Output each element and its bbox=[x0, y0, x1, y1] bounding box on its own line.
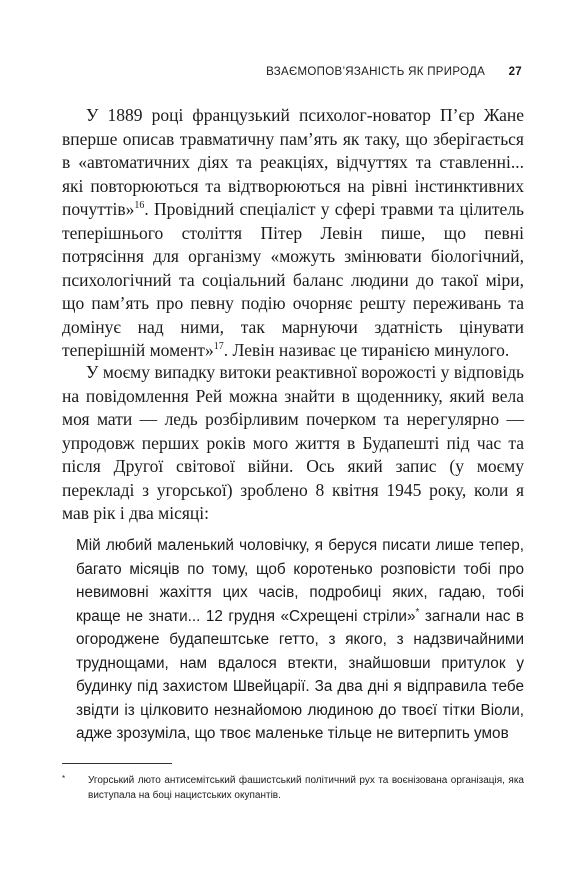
diary-quote bbox=[76, 534, 524, 746]
running-header-title: ВЗАЄМОПОВ’ЯЗАНІСТЬ ЯК ПРИРОДА bbox=[266, 66, 486, 78]
running-header bbox=[266, 66, 522, 78]
footnote-mark: * bbox=[62, 774, 66, 783]
paragraph2-text: У моєму випадку витоки реактивної ворожості у відповідь на повідомлення Рей можна знайти в щоденнику, який вела моя мати — ледь розбірливим почерком та нерегулярно — упродовж перших років мого життя в Будапешті під час та після Другої світової війни. Ось який запис (у моєму перекладі з угорської) зроблено 8 квітня 1945 року, коли я мав рік і два місяці: bbox=[62, 362, 524, 523]
endnote-ref-16[interactable]: 16 bbox=[134, 200, 145, 212]
footnote bbox=[62, 774, 524, 803]
footnote-text: Угорський люто антисемітський фашистський політичний рух та воєнізована організація, яка виступала на боці нацистських окупантів. bbox=[88, 775, 524, 801]
footnote-divider bbox=[62, 763, 172, 764]
footnote-ref-mark[interactable]: * bbox=[415, 606, 420, 618]
quote-text-a: Мій любий маленький чоловічку, я беруся писати лише тепер, багато місяців по тому, щоб коротенько розповісти тобі про невимовні жахіття цих часів, подробиці яких, гадаю, тобі краще не знати... 12 грудня «Схрещені стріли» bbox=[76, 537, 524, 625]
page-number: 27 bbox=[508, 66, 522, 78]
paragraph-diary-intro bbox=[62, 361, 524, 526]
paragraph-janet-levine bbox=[62, 104, 524, 363]
endnote-ref-17[interactable]: 17 bbox=[213, 341, 224, 353]
paragraph1-text-c: . Левін називає це тиранією минулого. bbox=[223, 340, 510, 360]
quote-text-b: загнали нас в огороджене будапештське гетто, з якого, з надзвичайними труднощами, нам вдалося втекти, знайшовши притулок у будинку під захистом Швейцарії. За два дні я відправила тебе звідти із цілковито незнайомою людиною до твоєї тітки Віоли, адже зрозуміла, що твоє маленьке тільце не витерпить умов bbox=[76, 607, 524, 742]
paragraph1-text-b: . Провідний спеціаліст у сфері травми та цілитель теперішнього століття Пітер Левін пише, що певні потрясіння для організму «можуть змінювати біологічний, психологічний та соціальний баланс людини до такої міри, що пам’ять про певну подію очорняє решту переживань та домінує над ними, так марнуючи здатність цінувати теперішній момент» bbox=[62, 199, 524, 360]
paragraph1-text-a: У 1889 році французький психолог-новатор П’єр Жане вперше описав травматичну пам’ять як таку, що зберігається в «автоматичних діях та реакціях, відчуттях та ставленні... які повторюються та відтворюються на рівні інстинктивних почуттів» bbox=[62, 105, 524, 219]
